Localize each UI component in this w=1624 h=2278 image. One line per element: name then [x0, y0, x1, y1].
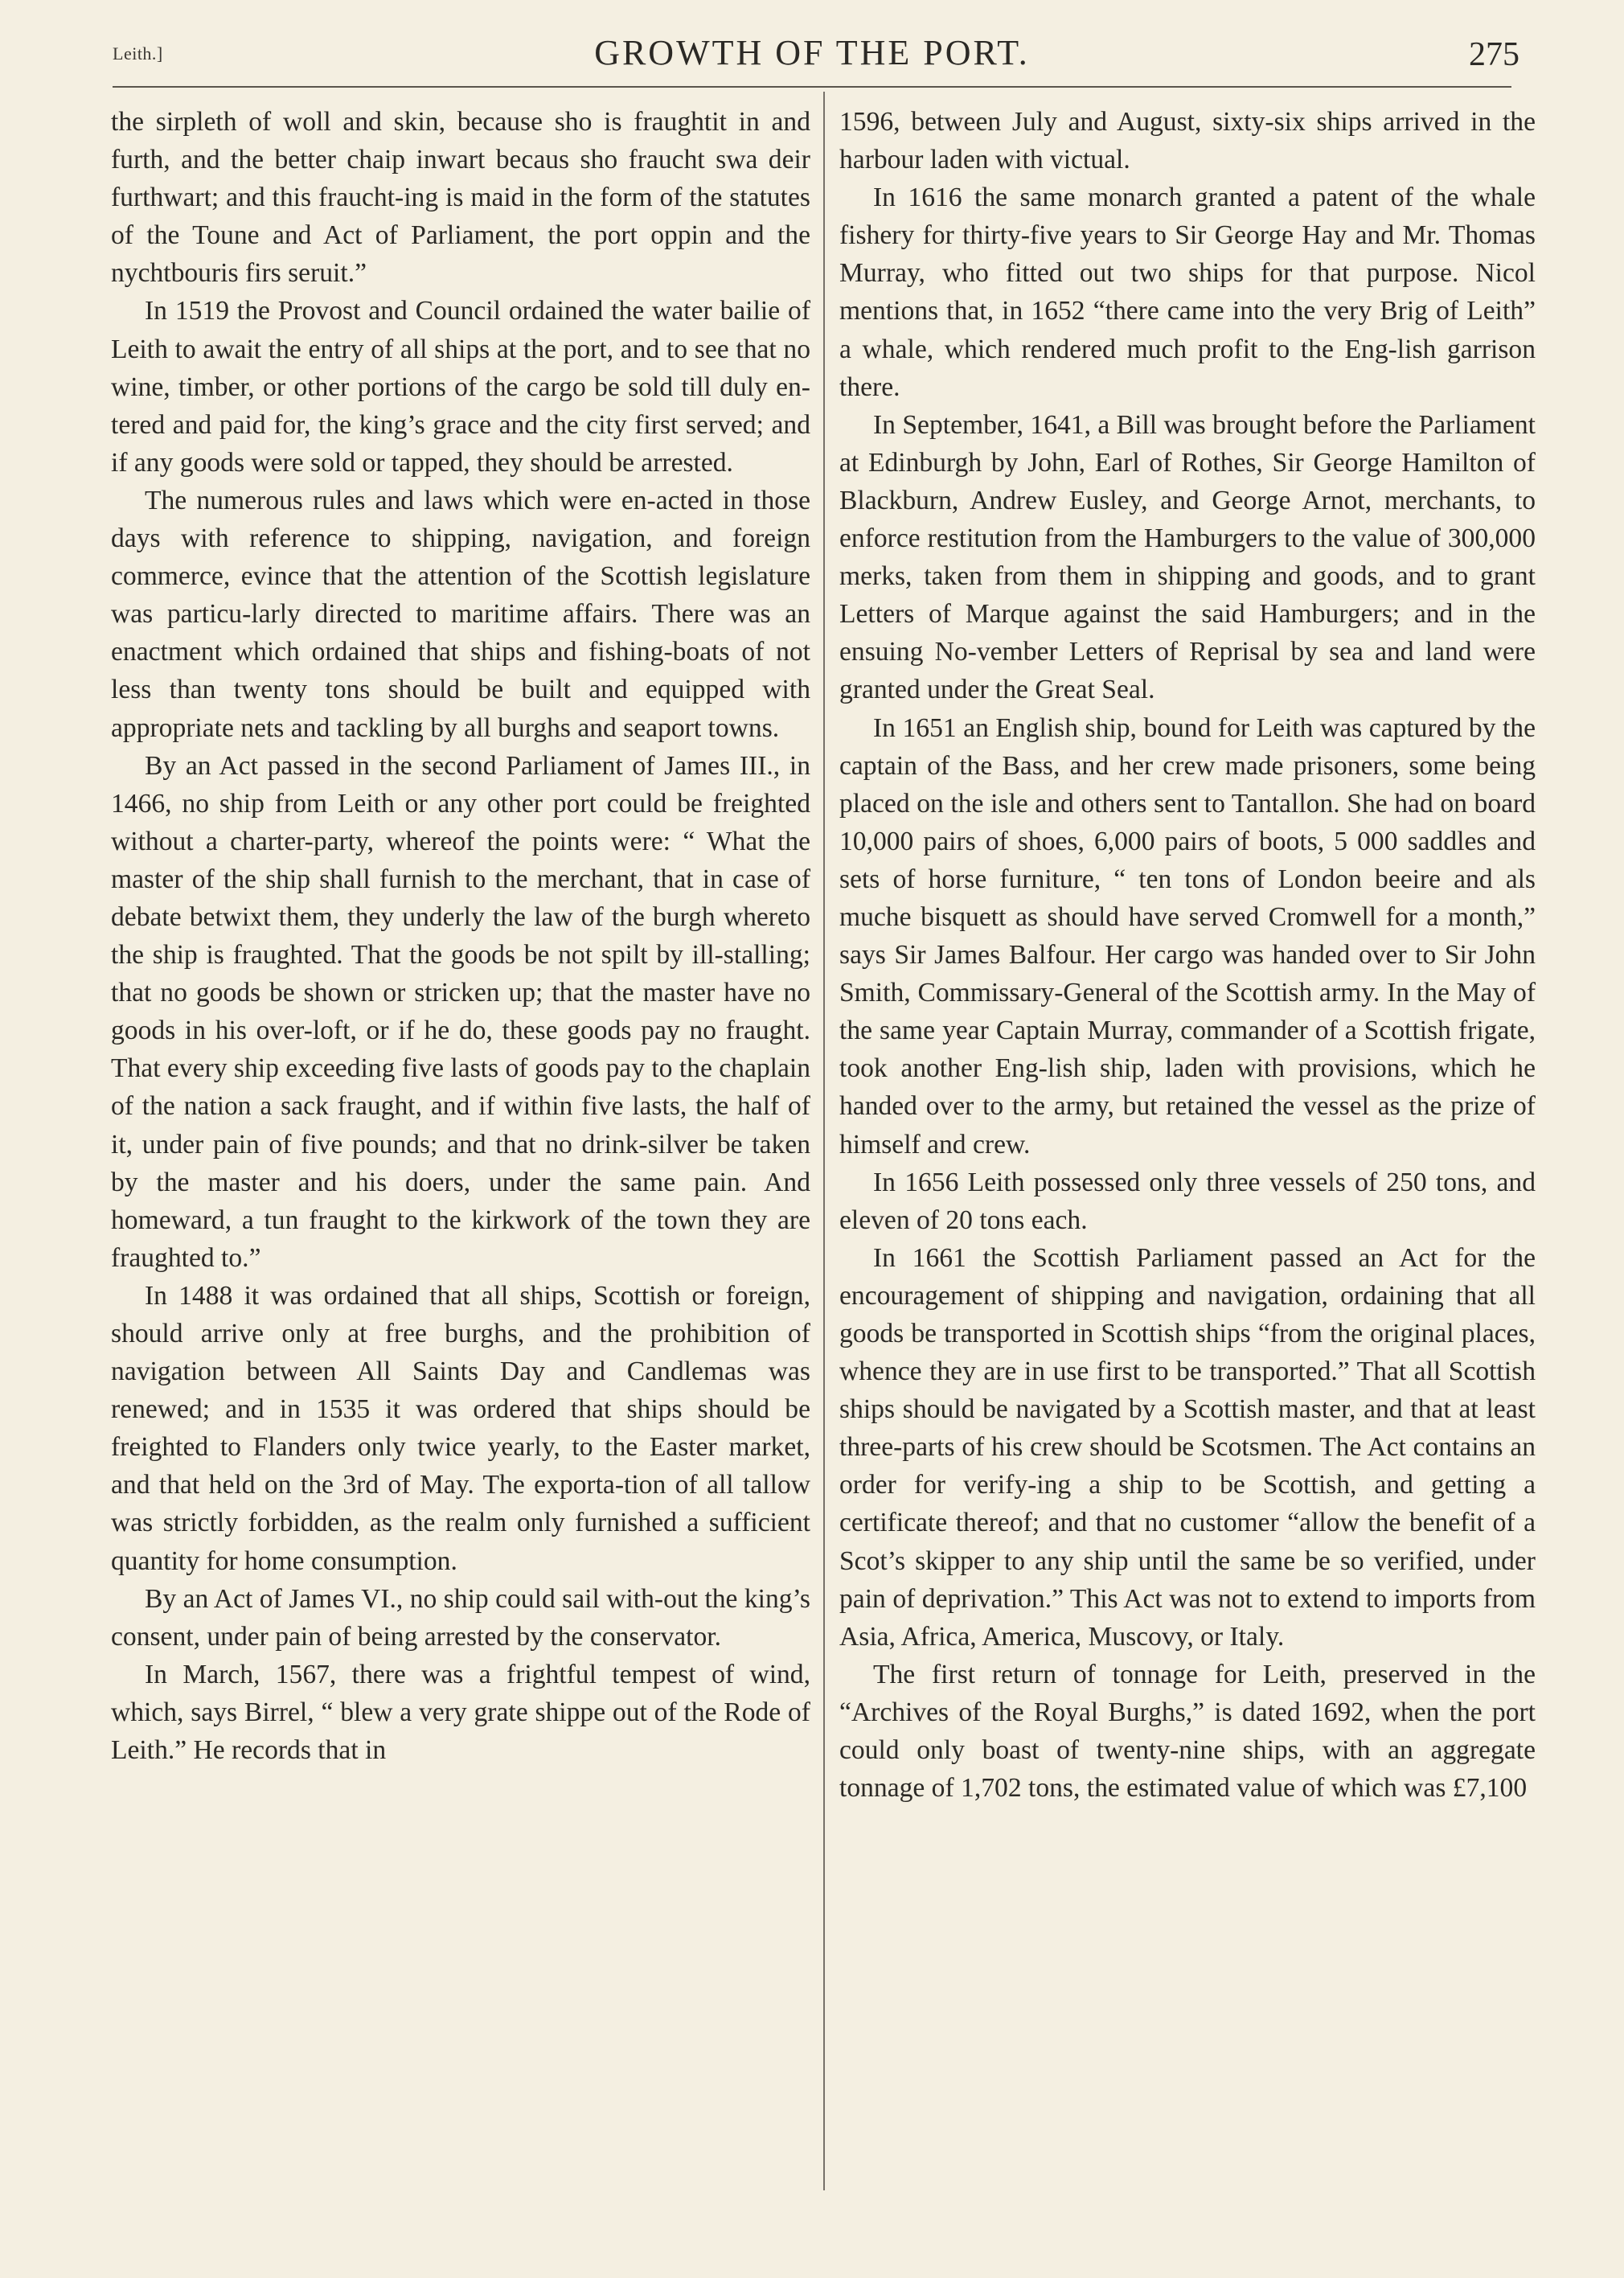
paragraph: In 1661 the Scottish Parliament passed an Act for the encouragement of shipping and navigation, ordaining that all goods be transported in Scottish ships “from the original places, whence they are in use first to be transported.” That all Scottish ships should be navigated by a Scottish master, and that at least three-parts of his crew should be Scotsmen. The Act contains an order for verify-ing a ship to be Scottish, and getting a certificate thereof; and that no customer “allow the benefit of a Scot’s skipper to any ship until the same be so verified, under pain of deprivation.” This Act was not to extend to imports from Asia, Africa, America, Muscovy, or Italy.: [839, 1242, 1536, 1652]
paragraph: By an Act passed in the second Parliament of James III., in 1466, no ship from Leith or any other port could be freighted without a charter-party, whereof the points were: “ What the master of the ship shall furnish to the merchant, that in case of debate betwixt them, they underly the law of the burgh whereto the ship is fraughted. That the goods be not spilt by ill-stalling; that no goods be shown or stricken up; that the master have no goods in his over-loft, or if he do, these goods pay no fraught. That every ship exceeding five lasts of goods pay to the chaplain of the nation a sack fraught, and if within five lasts, the half of it, under pain of five pounds; and that no drink-silver be taken by the master and his doers, under the same pain. And homeward, a tun fraught to the kirkwork of the town they are fraughted to.”: [111, 750, 810, 1273]
running-head: Leith.]: [113, 43, 163, 64]
paragraph: the sirpleth of woll and skin, because sho is fraughtit in and furth, and the better chaip inwart becaus sho fraucht swa deir furthwart; and this fraucht-ing is maid in the form of the statutes of the Toune and Act of Parliament, the port oppin and the nychtbouris firs seruit.”: [111, 107, 810, 289]
column-divider: [823, 92, 825, 2190]
left-column: [111, 103, 810, 1769]
page-header: [113, 32, 1519, 80]
paragraph: By an Act of James VI., no ship could sail with-out the king’s consent, under pain of being arrested by the conservator.: [111, 1583, 810, 1652]
paragraph: In 1651 an English ship, bound for Leith was captured by the captain of the Bass, and her crew made prisoners, some being placed on the isle and others sent to Tantallon. She had on board 10,000 pairs of shoes, 6,000 pairs of boots, 5 000 saddles and sets of horse furniture, “ ten tons of London beeire and als muche bisquett as should have served Cromwell for a month,” says Sir James Balfour. Her cargo was handed over to Sir John Smith, Commissary-General of the Scottish army. In the May of the same year Captain Murray, commander of a Scottish frigate, took another Eng-lish ship, laden with provisions, which he handed over to the army, but retained the vessel as the prize of himself and crew.: [839, 712, 1536, 1160]
page-title: GROWTH OF THE PORT.: [594, 33, 1030, 72]
paragraph: In 1616 the same monarch granted a patent of the whale fishery for thirty-five years to Sir George Hay and Mr. Thomas Murray, who fitted out two ships for that purpose. Nicol mentions that, in 1652 “there came into the very Brig of Leith” a whale, which rendered much profit to the Eng-lish garrison there.: [839, 183, 1536, 402]
paragraph: In 1656 Leith possessed only three vessels of 250 tons, and eleven of 20 tons each.: [839, 1167, 1536, 1235]
right-column: [839, 103, 1536, 1807]
paragraph: In September, 1641, a Bill was brought before the Parliament at Edinburgh by John, Earl of Rothes, Sir George Hamilton of Blackburn, Andrew Eusley, and George Arnot, merchants, to enforce restitution from the Hamburgers to the value of 300,000 merks, taken from them in shipping and goods, and to grant Letters of Marque against the said Hamburgers; and in the ensuing No-vember Letters of Reprisal by sea and land were granted under the Great Seal.: [839, 409, 1536, 705]
page-number: 275: [1469, 36, 1519, 73]
paragraph: 1596, between July and August, sixty-six ships arrived in the harbour laden with victual.: [839, 107, 1536, 175]
paragraph: In 1519 the Provost and Council ordained the water bailie of Leith to await the entry of all ships at the port, and to see that no wine, timber, or other portions of the cargo be sold till duly en-tered and paid for, the king’s grace and the city first served; and if any goods were sold or tapped, they should be arrested.: [111, 296, 810, 478]
paragraph: The numerous rules and laws which were en-acted in those days with reference to shipping, navigation, and foreign commerce, evince that the attention of the Scottish legislature was particu-larly directed to maritime affairs. There was an enactment which ordained that ships and fishing-boats of not less than twenty tons should be built and equipped with appropriate nets and tackling by all burghs and seaport towns.: [111, 485, 810, 743]
header-rule: [113, 86, 1511, 88]
paragraph: In 1488 it was ordained that all ships, Scottish or foreign, should arrive only at free burghs, and the prohibition of navigation between All Saints Day and Candlemas was renewed; and in 1535 it was ordered that ships should be freighted to Flanders only twice yearly, to the Easter market, and that held on the 3rd of May. The exporta-tion of all tallow was strictly forbidden, as the realm only furnished a sufficient quantity for home consumption.: [111, 1280, 810, 1576]
paragraph: The first return of tonnage for Leith, preserved in the “Archives of the Royal Burghs,” is dated 1692, when the port could only boast of twenty-nine ships, with an aggregate tonnage of 1,702 tons, the estimated value of which was £7,100: [839, 1659, 1536, 1804]
paragraph: In March, 1567, there was a frightful tempest of wind, which, says Birrel, “ blew a very grate shippe out of the Rode of Leith.” He records that in: [111, 1659, 810, 1766]
